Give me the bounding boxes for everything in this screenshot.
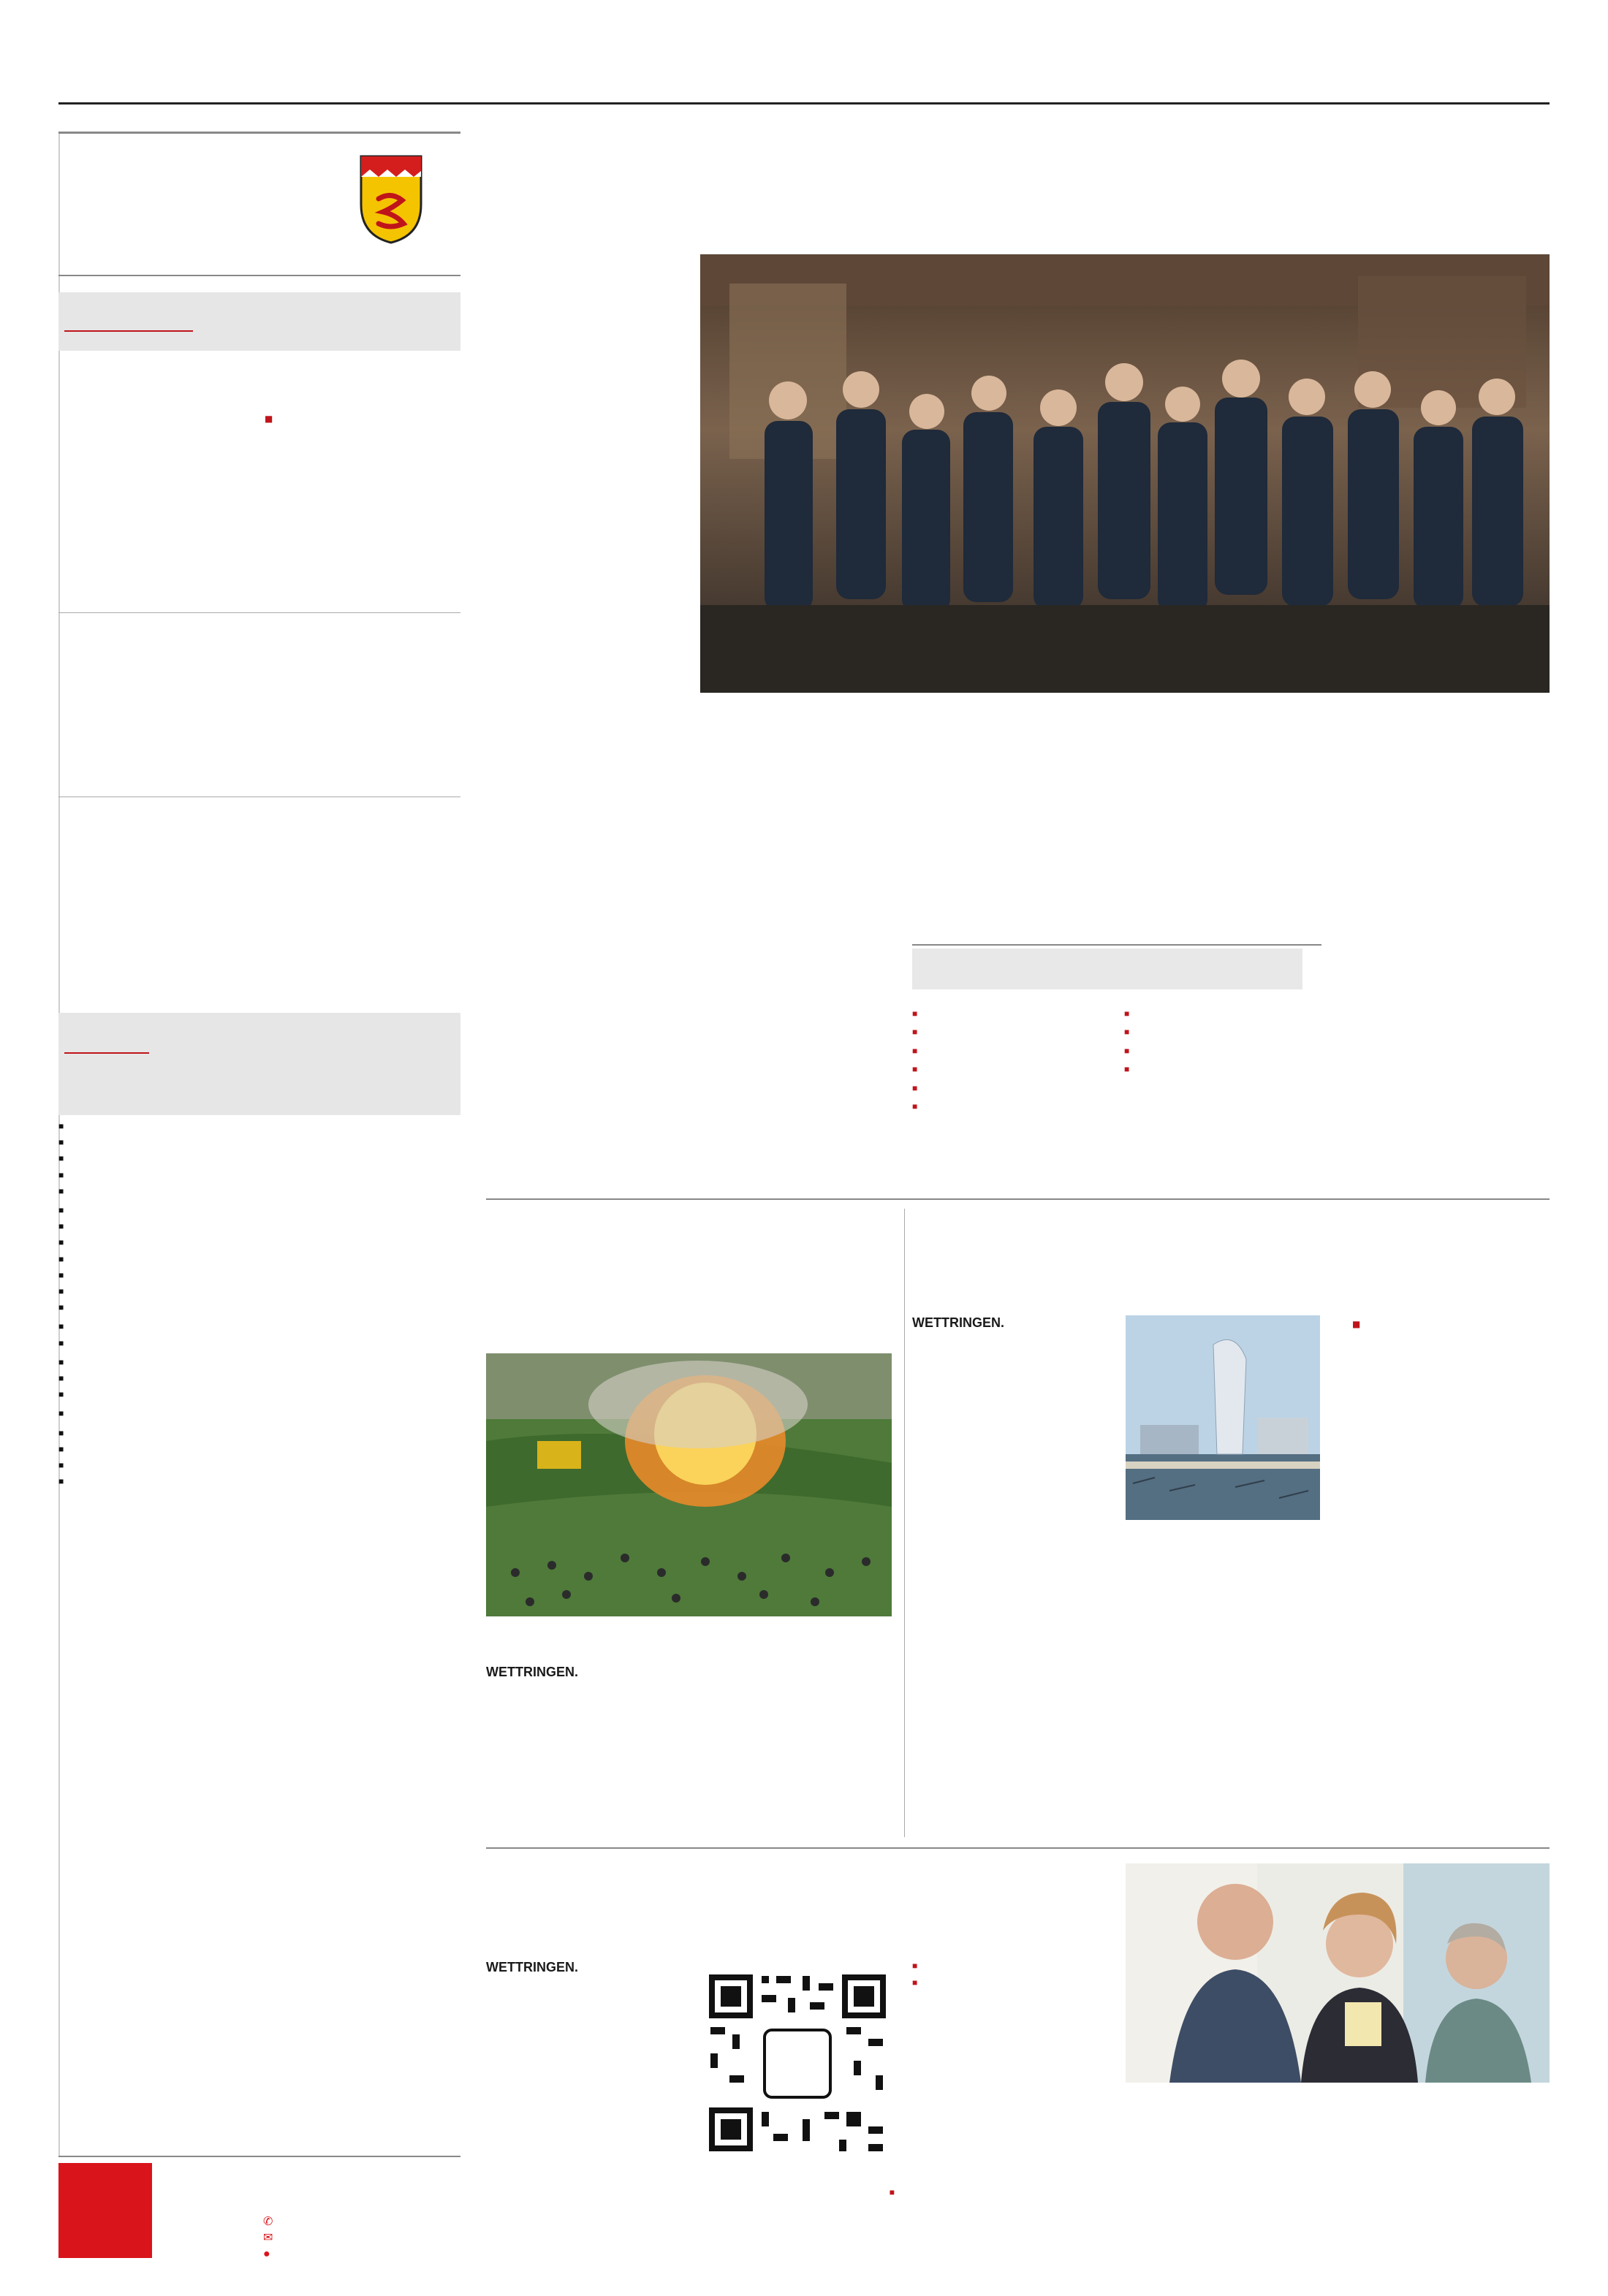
kirche-section [58,1354,462,1403]
masthead-rule [58,102,1550,104]
phone-line [263,2214,273,2230]
list-item [58,1354,462,1370]
list-item [58,1118,462,1134]
kfd-col2: ■ [265,414,273,424]
offizierskorps-col1 [912,1004,1110,1115]
rathaus-section [58,1318,462,1350]
osterfeuer-vdk-divider [904,1209,905,1837]
kolping-photo [1126,1863,1550,2083]
list-item [58,1134,462,1150]
lower-rule [486,1847,1550,1849]
offizierskorps-heading [912,949,1302,989]
list-item [58,1202,462,1218]
list-item [58,1457,462,1473]
list-item [58,1318,462,1334]
list-item [58,1370,462,1386]
termine-underline [64,1052,149,1054]
lager-url-start[interactable]: ■ [889,2187,895,2197]
globe-icon: ● [263,2248,270,2260]
nachrichten-underline [64,330,193,332]
kfd-rule [58,612,460,613]
osterfeuer-photo [486,1353,892,1616]
list-item [912,1079,1110,1097]
lager-col2-bottom [700,2182,895,2201]
list-item [58,1283,462,1299]
footer-rule [58,2156,460,2157]
vdk-photo [1126,1315,1320,1520]
sidebar-rule [58,275,460,276]
vdk-col1: WETTRINGEN. [912,1315,1004,1330]
jugend-section [58,1405,462,1421]
lager-col1: WETTRINGEN. [486,1960,578,1974]
rat-hilfe-section [58,1202,462,1315]
list-item [58,1167,462,1183]
list-item [912,1022,1110,1041]
list-item [1124,1022,1321,1041]
list-item [912,1041,1110,1060]
list-item [58,1234,462,1250]
list-item [58,1335,462,1351]
termine-bar [58,1013,460,1115]
list-item [912,1004,1110,1022]
list-item [58,1251,462,1267]
notdienste-section [58,1118,462,1199]
list-item [1124,1060,1321,1078]
list-item [1124,1004,1321,1022]
offizierskorps-col2 [1124,1004,1321,1079]
masthead-issue [58,64,75,77]
list-item [58,1386,462,1402]
list-item [58,1218,462,1234]
list-item [912,1060,1110,1078]
phone-icon: ✆ [263,2216,273,2228]
coat-of-arms-icon [358,153,424,245]
web-line[interactable] [263,2246,273,2262]
vdk-col3: ■ [1352,1319,1361,1329]
list-item [58,1473,462,1489]
service-listings [58,1118,462,1489]
list-item [58,1425,462,1441]
list-item [58,1267,462,1283]
lead-bottom-rule [486,1198,1550,1200]
email-icon: ✉ [263,2232,273,2244]
email-line[interactable] [263,2230,273,2246]
mv-logo [58,2163,152,2258]
qr-code[interactable] [700,1966,895,2178]
list-item [58,1183,462,1199]
list-item [1124,1041,1321,1060]
nachrichten-bar [58,292,460,351]
list-item [58,1150,462,1166]
lager-col3: ■ ■ [912,1961,918,1988]
list-item [58,1405,462,1421]
sonstiges-section [58,1425,462,1490]
osterfeuer-col1: WETTRINGEN. [486,1665,578,1679]
list-item [58,1299,462,1315]
list-item [58,1441,462,1457]
sidebar-topline [58,132,460,134]
list-item [912,1097,1110,1115]
lead-photo [700,254,1550,693]
redaktion-contacts [263,2214,273,2262]
